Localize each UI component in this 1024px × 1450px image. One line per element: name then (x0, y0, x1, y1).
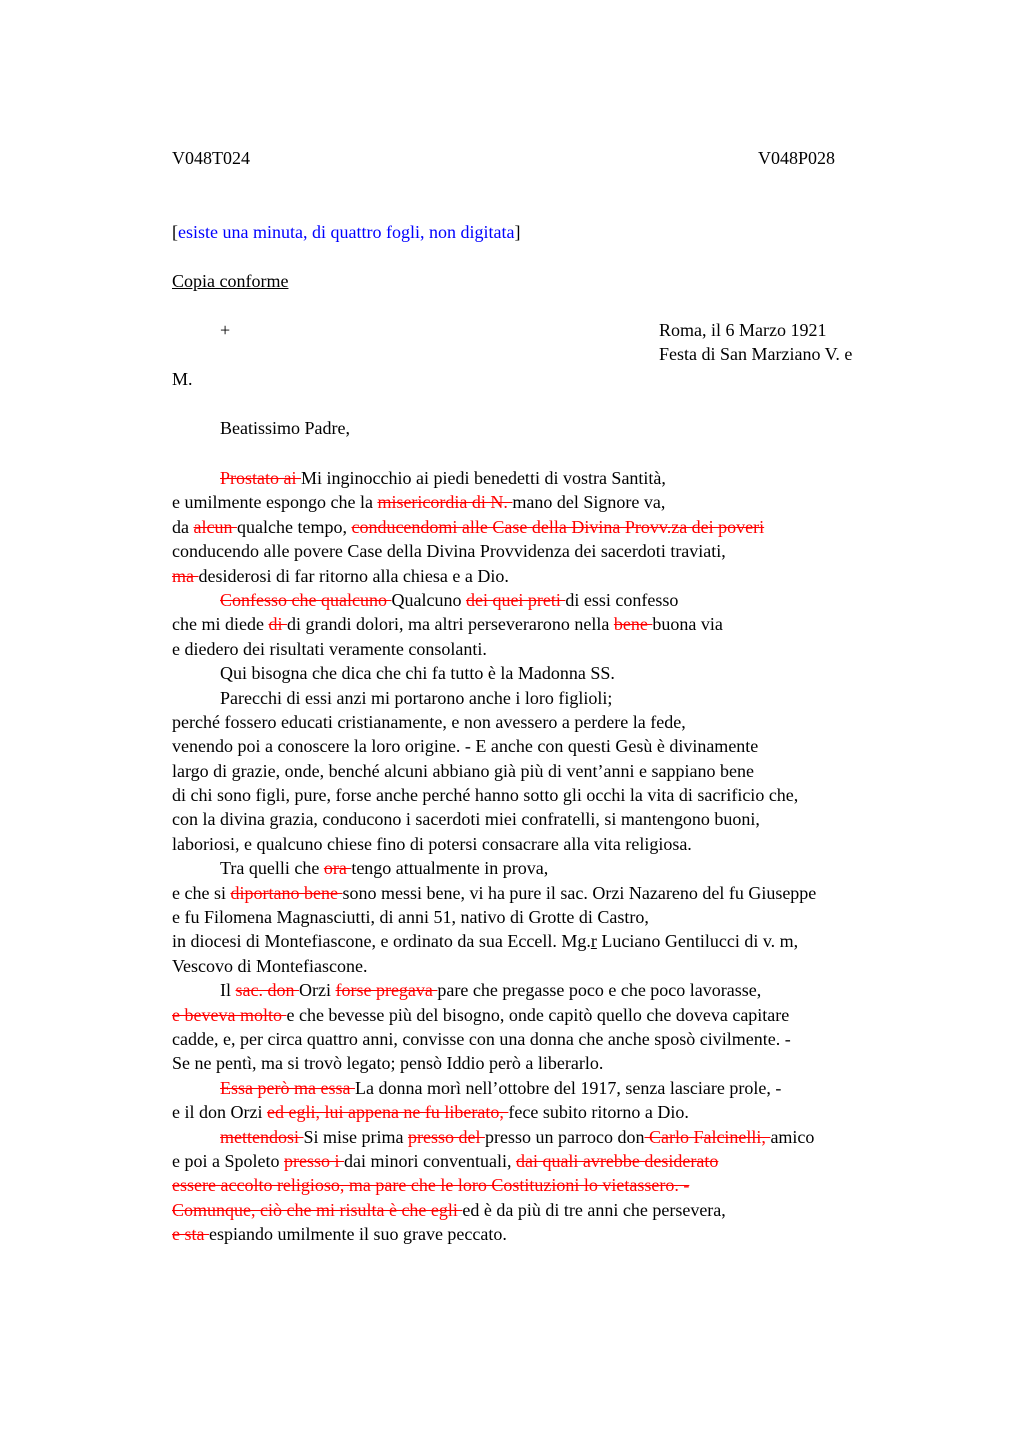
line-text: di chi sono figli, pure, forse anche perché hanno sotto gli occhi la vita di sacrificio che, (172, 785, 799, 806)
body-line (172, 1125, 932, 1149)
line-text: perché fossero educati cristianamente, e non avessero a perdere la fede, (172, 711, 686, 732)
line-text: che mi diede (172, 614, 269, 635)
archive-note (172, 220, 520, 244)
deleted-text: Confesso che qualcuno (220, 589, 392, 610)
letter-body (172, 466, 932, 1247)
line-text: buona via (652, 614, 723, 635)
deleted-text: alcun (193, 516, 237, 537)
line-text: La donna morì nell’ottobre del 1917, senza lasciare prole, - (354, 1077, 782, 1098)
note-bracket-open: [ (172, 222, 178, 242)
copy-label: Copia conforme (172, 271, 289, 291)
header-left-code: V048T024 (172, 148, 250, 168)
deleted-text: presso i (283, 1150, 344, 1171)
line-text: e poi a Spoleto (172, 1150, 284, 1171)
deleted-text: sac. don (235, 980, 299, 1001)
line-text: Si mise prima (303, 1126, 408, 1147)
line-text: presso un parroco don (484, 1126, 645, 1147)
body-line (172, 686, 932, 710)
line-text: e che si (172, 882, 231, 903)
body-line (172, 515, 932, 539)
body-line (172, 1222, 932, 1246)
line-text: sono messi bene, vi ha pure il sac. Orzi Nazareno del fu Giuseppe (342, 882, 817, 903)
deleted-text: presso del (408, 1126, 485, 1147)
line-text: di grandi dolori, ma altri perseverarono nella (286, 614, 614, 635)
line-text: Mi inginocchio ai piedi benedetti di vostra Santità, (301, 468, 666, 488)
line-text: e fu Filomena Magnasciutti, di anni 51, nativo di Grotte di Castro, (172, 907, 649, 928)
line-text: venendo poi a conoscere la loro origine. - E anche con questi Gesù è divinamente (172, 736, 759, 757)
line-text: Parecchi di essi anzi mi portarono anche i loro figlioli; (220, 687, 613, 708)
body-line (172, 832, 932, 856)
body-line (172, 807, 932, 831)
line-text: e il don Orzi (172, 1102, 267, 1123)
line-text: Tra quelli che (220, 858, 324, 879)
deleted-text: Comunque, ciò che mi risulta è che egli (172, 1199, 463, 1220)
body-line (172, 564, 932, 588)
feast-line-cont: M. (172, 369, 193, 389)
line-text: e umilmente espongo che la (172, 492, 378, 513)
header-right-code: V048P028 (758, 148, 836, 168)
body-line (172, 637, 932, 661)
line-text: Qualcuno (391, 589, 466, 610)
deleted-text: dai quali avrebbe desiderato (515, 1150, 719, 1171)
deleted-text: ora (323, 858, 352, 879)
deleted-text: bene (613, 614, 653, 635)
line-text: Qui bisogna che dica che chi fa tutto è la Madonna SS. (220, 663, 615, 684)
line-text: e che bevesse più del bisogno, onde capitò quello che doveva capitare (286, 1004, 790, 1025)
body-line (172, 759, 932, 783)
body-line (172, 1051, 932, 1075)
line-text: con la divina grazia, conducono i sacerdoti miei confratelli, si mantengono buoni, (172, 809, 760, 830)
body-line (172, 734, 932, 758)
line-text: largo di grazie, onde, benché alcuni abbiano già più di vent’anni e sappiano bene (172, 760, 754, 781)
deleted-text: dei quei preti (465, 589, 566, 610)
feast-line: Festa di San Marziano V. e (659, 344, 853, 364)
deleted-text: mettendosi (220, 1126, 304, 1147)
line-text: ed è da più di tre anni che persevera, (462, 1199, 726, 1220)
line-text: e diedero dei risultati veramente consolanti. (172, 638, 487, 659)
body-line (172, 612, 932, 636)
note-bracket-close: ] (514, 222, 521, 242)
deleted-text: diportano bene (230, 882, 343, 903)
line-text: da (172, 516, 194, 537)
deleted-text: essere accolto religioso, ma pare che le loro Costituzioni lo vietassero. - (172, 1175, 690, 1196)
body-line (172, 539, 932, 563)
line-text: tengo attualmente in prova, (351, 858, 549, 879)
body-line (172, 1027, 932, 1051)
body-line (172, 1003, 932, 1027)
line-text: Il (220, 980, 236, 1001)
body-line (172, 466, 932, 490)
cross-mark: + (220, 320, 231, 340)
deleted-text: e sta (172, 1224, 209, 1245)
body-line (172, 856, 932, 880)
body-line (172, 954, 932, 978)
line-text: fece subito ritorno a Dio. (508, 1102, 689, 1123)
line-text: Vescovo di Montefiascone. (172, 955, 368, 976)
body-line (172, 710, 932, 734)
deleted-text: ed egli, lui appena ne fu liberato, (266, 1102, 509, 1123)
line-text: qualche tempo, (236, 516, 352, 537)
body-line (172, 1149, 932, 1173)
body-line (172, 929, 932, 953)
line-text: dai minori conventuali, (343, 1150, 516, 1171)
body-line (172, 1198, 932, 1222)
deleted-text: e beveva molto (172, 1004, 287, 1025)
body-line (172, 1173, 932, 1197)
body-line (172, 978, 932, 1002)
body-line (172, 881, 932, 905)
line-text: amico (770, 1126, 815, 1147)
line-text: laboriosi, e qualcuno chiese fino di potersi consacrare alla vita religiosa. (172, 833, 692, 854)
line-text: pare che pregasse poco e che poco lavorasse, (437, 980, 762, 1001)
deleted-text: forse pregava (335, 980, 438, 1001)
deleted-text: conducendomi alle Case della Divina Provv.za dei poveri (351, 516, 765, 537)
line-text: Se ne pentì, ma si trovò legato; pensò Iddio però a liberarlo. (172, 1053, 604, 1074)
deleted-text: di (268, 614, 287, 635)
deleted-text: misericordia di N. (377, 492, 513, 513)
deleted-text: Essa però ma essa (220, 1077, 355, 1098)
line-text: Luciano Gentilucci di v. m, (596, 931, 799, 952)
deleted-text: ma (172, 565, 199, 586)
line-text: in diocesi di Montefiascone, e ordinato da sua Eccell. Mg. (172, 931, 591, 952)
deleted-text: Carlo Falcinelli, (644, 1126, 771, 1147)
underlined-text: r (590, 931, 597, 952)
line-text: desiderosi di far ritorno alla chiesa e a Dio. (198, 565, 509, 586)
line-text: di essi confesso (565, 589, 679, 610)
note-text: esiste una minuta, di quattro fogli, non digitata (178, 222, 515, 242)
body-line (172, 588, 932, 612)
body-line (172, 1076, 932, 1100)
body-line (172, 1100, 932, 1124)
line-text: cadde, e, per circa quattro anni, convisse con una donna che anche sposò civilmente. - (172, 1028, 791, 1049)
line-text: Orzi (298, 980, 336, 1001)
body-line (172, 783, 932, 807)
body-line (172, 490, 932, 514)
line-text: mano del Signore va, (512, 492, 666, 513)
line-text: espiando umilmente il suo grave peccato. (208, 1224, 507, 1245)
line-text: conducendo alle povere Case della Divina Provvidenza dei sacerdoti traviati, (172, 541, 726, 562)
place-date: Roma, il 6 Marzo 1921 (659, 320, 827, 340)
body-line (172, 905, 932, 929)
salutation: Beatissimo Padre, (220, 418, 350, 438)
deleted-text: Prostato ai (220, 468, 301, 488)
body-line (172, 661, 932, 685)
